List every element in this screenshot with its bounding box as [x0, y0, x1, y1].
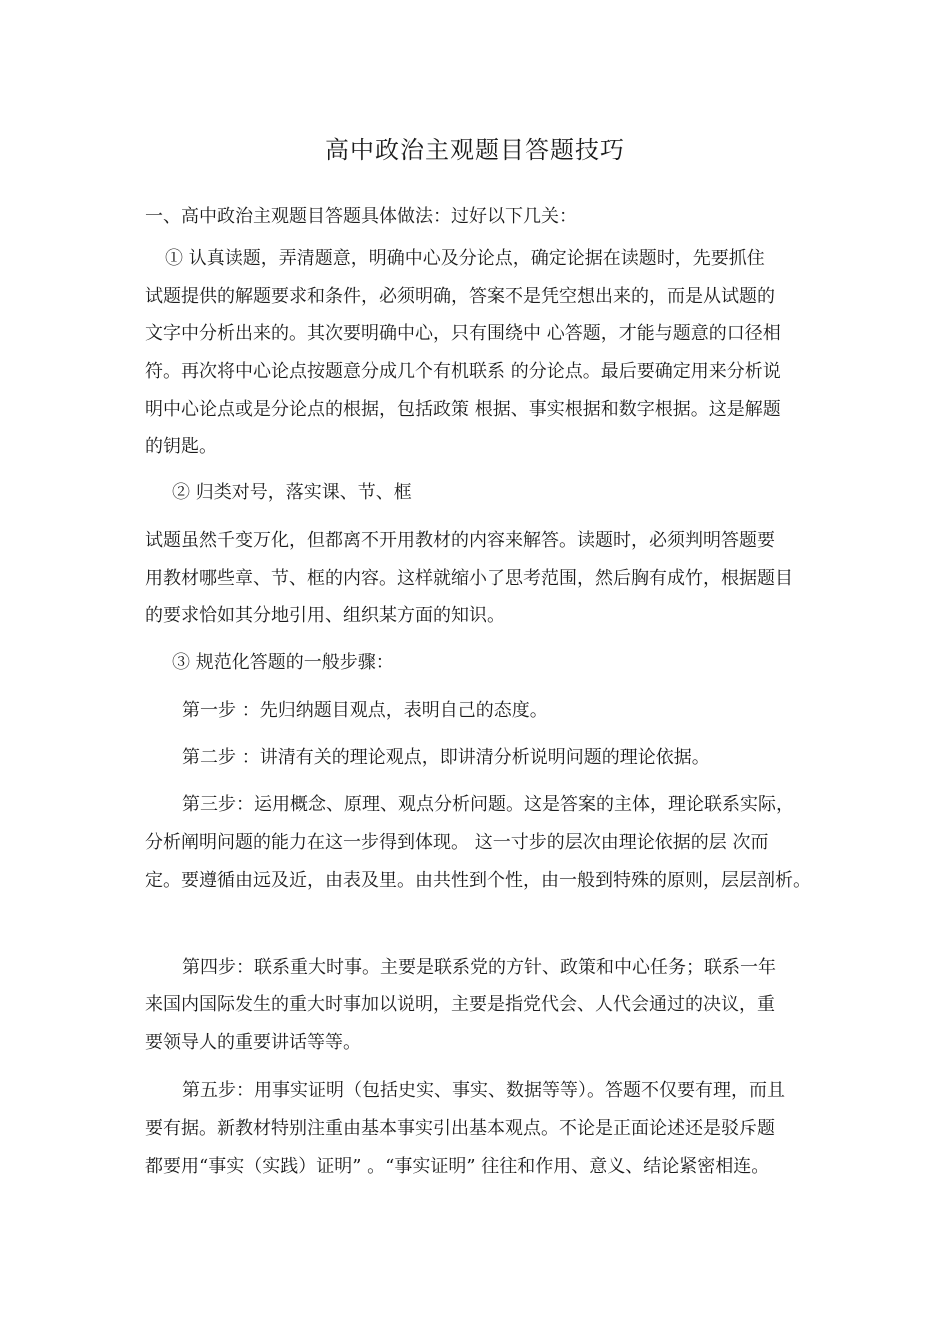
paragraph-line: 用教材哪些章、节、框的内容。这样就缩小了思考范围，然后胸有成竹，根据题目 [145, 568, 793, 589]
paragraph-line: 分析阐明问题的能力在这一步得到体现。 这一寸步的层次由理论依据的层 次而 [145, 832, 769, 853]
subheading: ③ 规范化答题的一般步骤： [172, 652, 394, 673]
paragraph-line: 明中心论点或是分论点的根据，包括政策 根据、事实根据和数字根据。这是解题 [145, 399, 781, 420]
step-line: 第一步 ：先归纳题目观点，表明自己的态度。 [182, 700, 548, 721]
paragraph-line: 定。要遵循由远及近，由表及里。由共性到个性，由一般到特殊的原则，层层剖析。 [145, 870, 811, 891]
step-line: 第五步：用事实证明（包括史实、事实、数据等等）。答题不仅要有理，而且 [182, 1080, 785, 1101]
paragraph-line: 都要用“事实（实践）证明” 。“事实证明” 往往和作用、意义、结论紧密相连。 [145, 1156, 770, 1177]
subheading: ② 归类对号，落实课、节、框 [172, 482, 412, 503]
document-title: 高中政治主观题目答题技巧 [325, 136, 625, 164]
step-line: 第四步：联系重大时事。主要是联系党的方针、政策和中心任务；联系一年 [182, 957, 776, 978]
paragraph-line: 试题虽然千变万化，但都离不开用教材的内容来解答。读题时，必须判明答题要 [145, 530, 775, 551]
paragraph-line: 要有据。新教材特别注重由基本事实引出基本观点。不论是正面论述还是驳斥题 [145, 1118, 775, 1139]
paragraph-line: 要领导人的重要讲话等等。 [145, 1032, 361, 1053]
paragraph-line: 的钥匙。 [145, 436, 217, 457]
paragraph-line: ① 认真读题，弄清题意，明确中心及分论点，确定论据在读题时，先要抓住 [165, 248, 765, 269]
paragraph-line: 的要求恰如其分地引用、组织某方面的知识。 [145, 605, 505, 626]
paragraph-line: 符。再次将中心论点按题意分成几个有机联系 的分论点。最后要确定用来分析说 [145, 361, 781, 382]
section-heading: 一、高中政治主观题目答题具体做法：过好以下几关： [145, 206, 577, 227]
paragraph-line: 来国内国际发生的重大时事加以说明，主要是指党代会、人代会通过的决议，重 [145, 994, 775, 1015]
step-line: 第二步 ：讲清有关的理论观点，即讲清分析说明问题的理论依据。 [182, 747, 710, 768]
paragraph-line: 文字中分析出来的。其次要明确中心，只有围绕中 心答题，才能与题意的口径相 [145, 323, 781, 344]
step-line: 第三步：运用概念、原理、观点分析问题。这是答案的主体，理论联系实际， [182, 794, 794, 815]
paragraph-line: 试题提供的解题要求和条件，必须明确，答案不是凭空想出来的，而是从试题的 [145, 286, 775, 307]
